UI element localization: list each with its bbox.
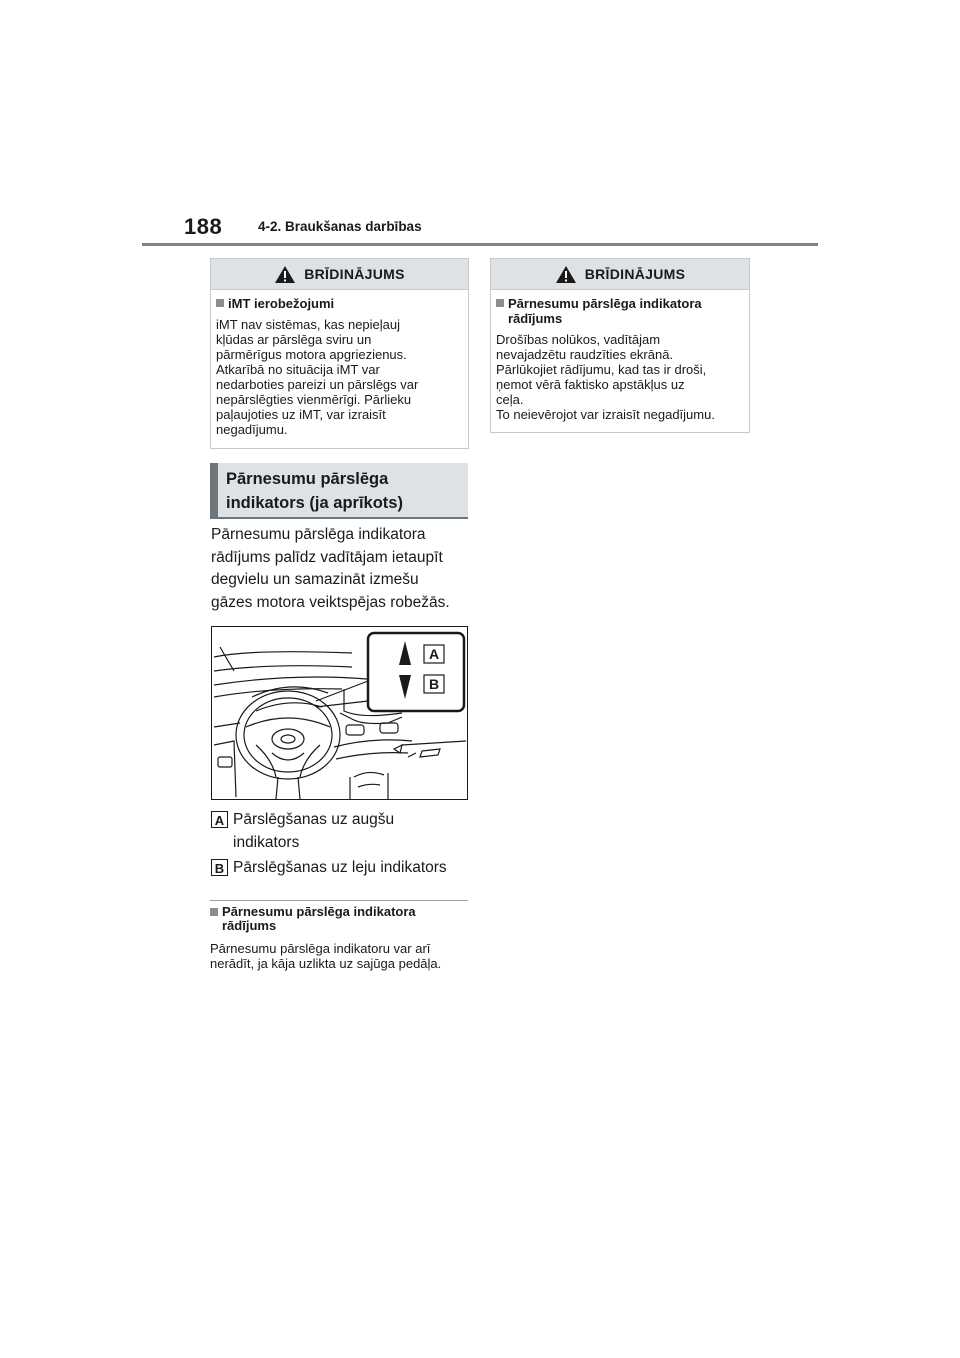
square-bullet-icon — [496, 299, 504, 307]
header-divider — [142, 243, 818, 246]
warning-subheading: Pārnesumu pārslēga indikatora rādījums — [496, 296, 744, 326]
legend-item-b: B Pārslēgšanas uz leju indikators — [211, 857, 471, 880]
warning-box-indicator — [490, 258, 750, 433]
note-subheading: Pārnesumu pārslēga indikatora rādījums — [210, 905, 468, 933]
warning-text: Drošības nolūkos, vadītājam nevajadzētu raudzīties ekrānā. Pārlūkojiet rādījumu, kad tas ir droši, ņemot vērā faktisko apstākļus uz ceļa. To neievērojot var izraisīt negadījumu. — [496, 332, 715, 422]
warning-triangle-icon — [274, 265, 296, 284]
note-divider — [210, 900, 468, 901]
warning-title: BRĪDINĀJUMS — [304, 266, 405, 282]
section-heading: Pārnesumu pārslēga indikators (ja aprīkots) — [210, 463, 468, 519]
square-bullet-icon — [210, 908, 218, 916]
warning-box-imt — [210, 258, 469, 449]
warning-triangle-icon — [555, 265, 577, 284]
page-number: 188 — [184, 214, 223, 239]
legend-label-a: A — [211, 811, 228, 828]
legend-item-a: A Pārslēgšanas uz augšu indikators — [211, 809, 471, 854]
section-title: 4-2. Braukšanas darbības — [258, 219, 422, 234]
warning-header — [491, 259, 749, 290]
figure-label-a: A — [428, 646, 440, 662]
warning-subheading: iMT ierobežojumi — [216, 296, 463, 311]
warning-title: BRĪDINĀJUMS — [584, 266, 686, 282]
dashboard-drawing — [212, 627, 468, 800]
warning-header — [211, 259, 468, 290]
intro-paragraph: Pārnesumu pārslēga indikatora rādījums palīdz vadītājam ietaupīt degvielu un samazināt izmešu gāzes motora veiktspējas robežās. — [211, 526, 450, 611]
dashboard-illustration — [211, 626, 468, 800]
warning-text: iMT nav sistēmas, kas nepieļauj kļūdas ar pārslēga sviru un pārmērīgus motora apgriezienus. Atkarībā no situācija iMT var nedarboties pareizi un pārslēgs var nepārslēgties vienmērīgi. Pārlieku paļaujoties uz iMT, var izraisīt negadījumu. — [216, 317, 419, 437]
figure-label-b: B — [428, 676, 440, 692]
square-bullet-icon — [216, 299, 224, 307]
legend-label-b: B — [211, 859, 228, 876]
note-text: Pārnesumu pārslēga indikatoru var arī nerādīt, ja kāja uzlikta uz sajūga pedāļa. — [210, 941, 442, 971]
